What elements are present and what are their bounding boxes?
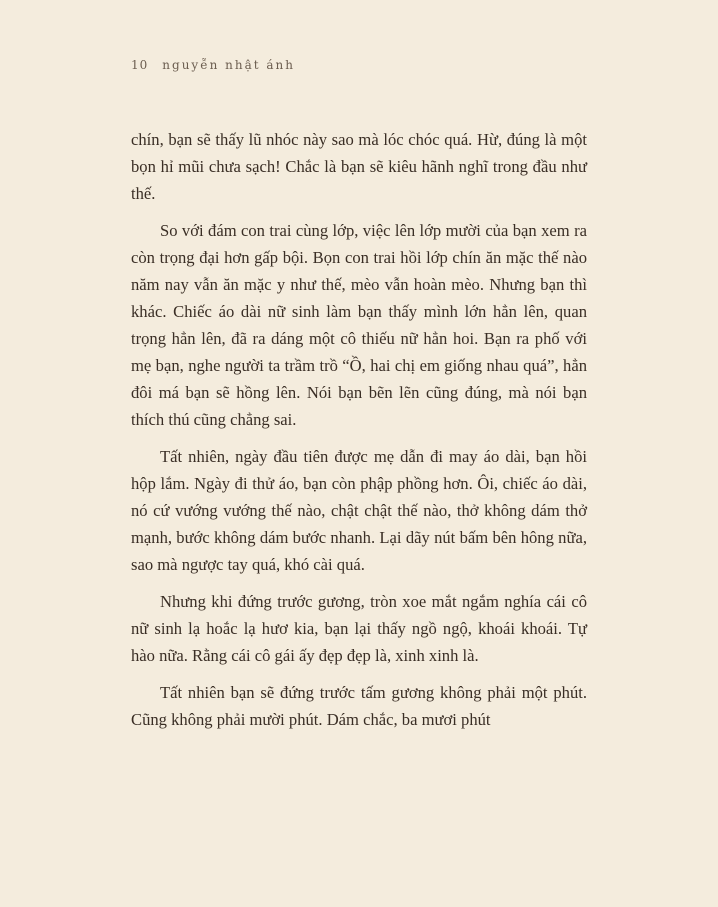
paragraph: Tất nhiên, ngày đầu tiên được mẹ dẫn đi may áo dài, bạn hồi hộp lắm. Ngày đi thử áo, bạn còn phập phồng hơn. Ôi, chiếc áo dài, nó cứ vướng vướng thế nào, chật chật thế nào, thở không dám thở mạnh, bước không dám bước nhanh. Lại dãy nút bấm bên hông nữa, sao mà ngược tay quá, khó cài quá.: [131, 447, 587, 574]
page-number: 10: [131, 58, 149, 72]
paragraph: Tất nhiên bạn sẽ đứng trước tấm gương không phải một phút. Cũng không phải mười phút. Dám chắc, ba mươi phút: [131, 683, 587, 729]
author-name: nguyễn nhật ánh: [162, 58, 295, 72]
running-header: [131, 58, 295, 72]
paragraph: So với đám con trai cùng lớp, việc lên lớp mười của bạn xem ra còn trọng đại hơn gấp bội. Bọn con trai hồi lớp chín ăn mặc thế nào năm nay vẫn ăn mặc y như thế, mèo vẫn hoàn mèo. Nhưng bạn thì khác. Chiếc áo dài nữ sinh làm bạn thấy mình lớn hẳn lên, quan trọng hẳn lên, đã ra dáng một cô thiếu nữ hẳn hoi. Bạn ra phố với mẹ bạn, nghe người ta trầm trồ “Ồ, hai chị em giống nhau quá”, hẳn đôi má bạn sẽ hồng lên. Nói bạn bẽn lẽn cũng đúng, mà nói bạn thích thú cũng chẳng sai.: [131, 221, 587, 429]
body-text: [131, 126, 587, 743]
paragraph: Nhưng khi đứng trước gương, tròn xoe mắt ngắm nghía cái cô nữ sinh lạ hoắc lạ hươ kia, bạn lại thấy ngồ ngộ, khoái khoái. Tự hào nữa. Rằng cái cô gái ấy đẹp đẹp là, xinh xinh là.: [131, 592, 587, 665]
paragraph-continued: chín, bạn sẽ thấy lũ nhóc này sao mà lóc chóc quá. Hừ, đúng là một bọn hỉ mũi chưa sạch! Chắc là bạn sẽ kiêu hãnh nghĩ trong đầu như thế.: [131, 130, 587, 203]
